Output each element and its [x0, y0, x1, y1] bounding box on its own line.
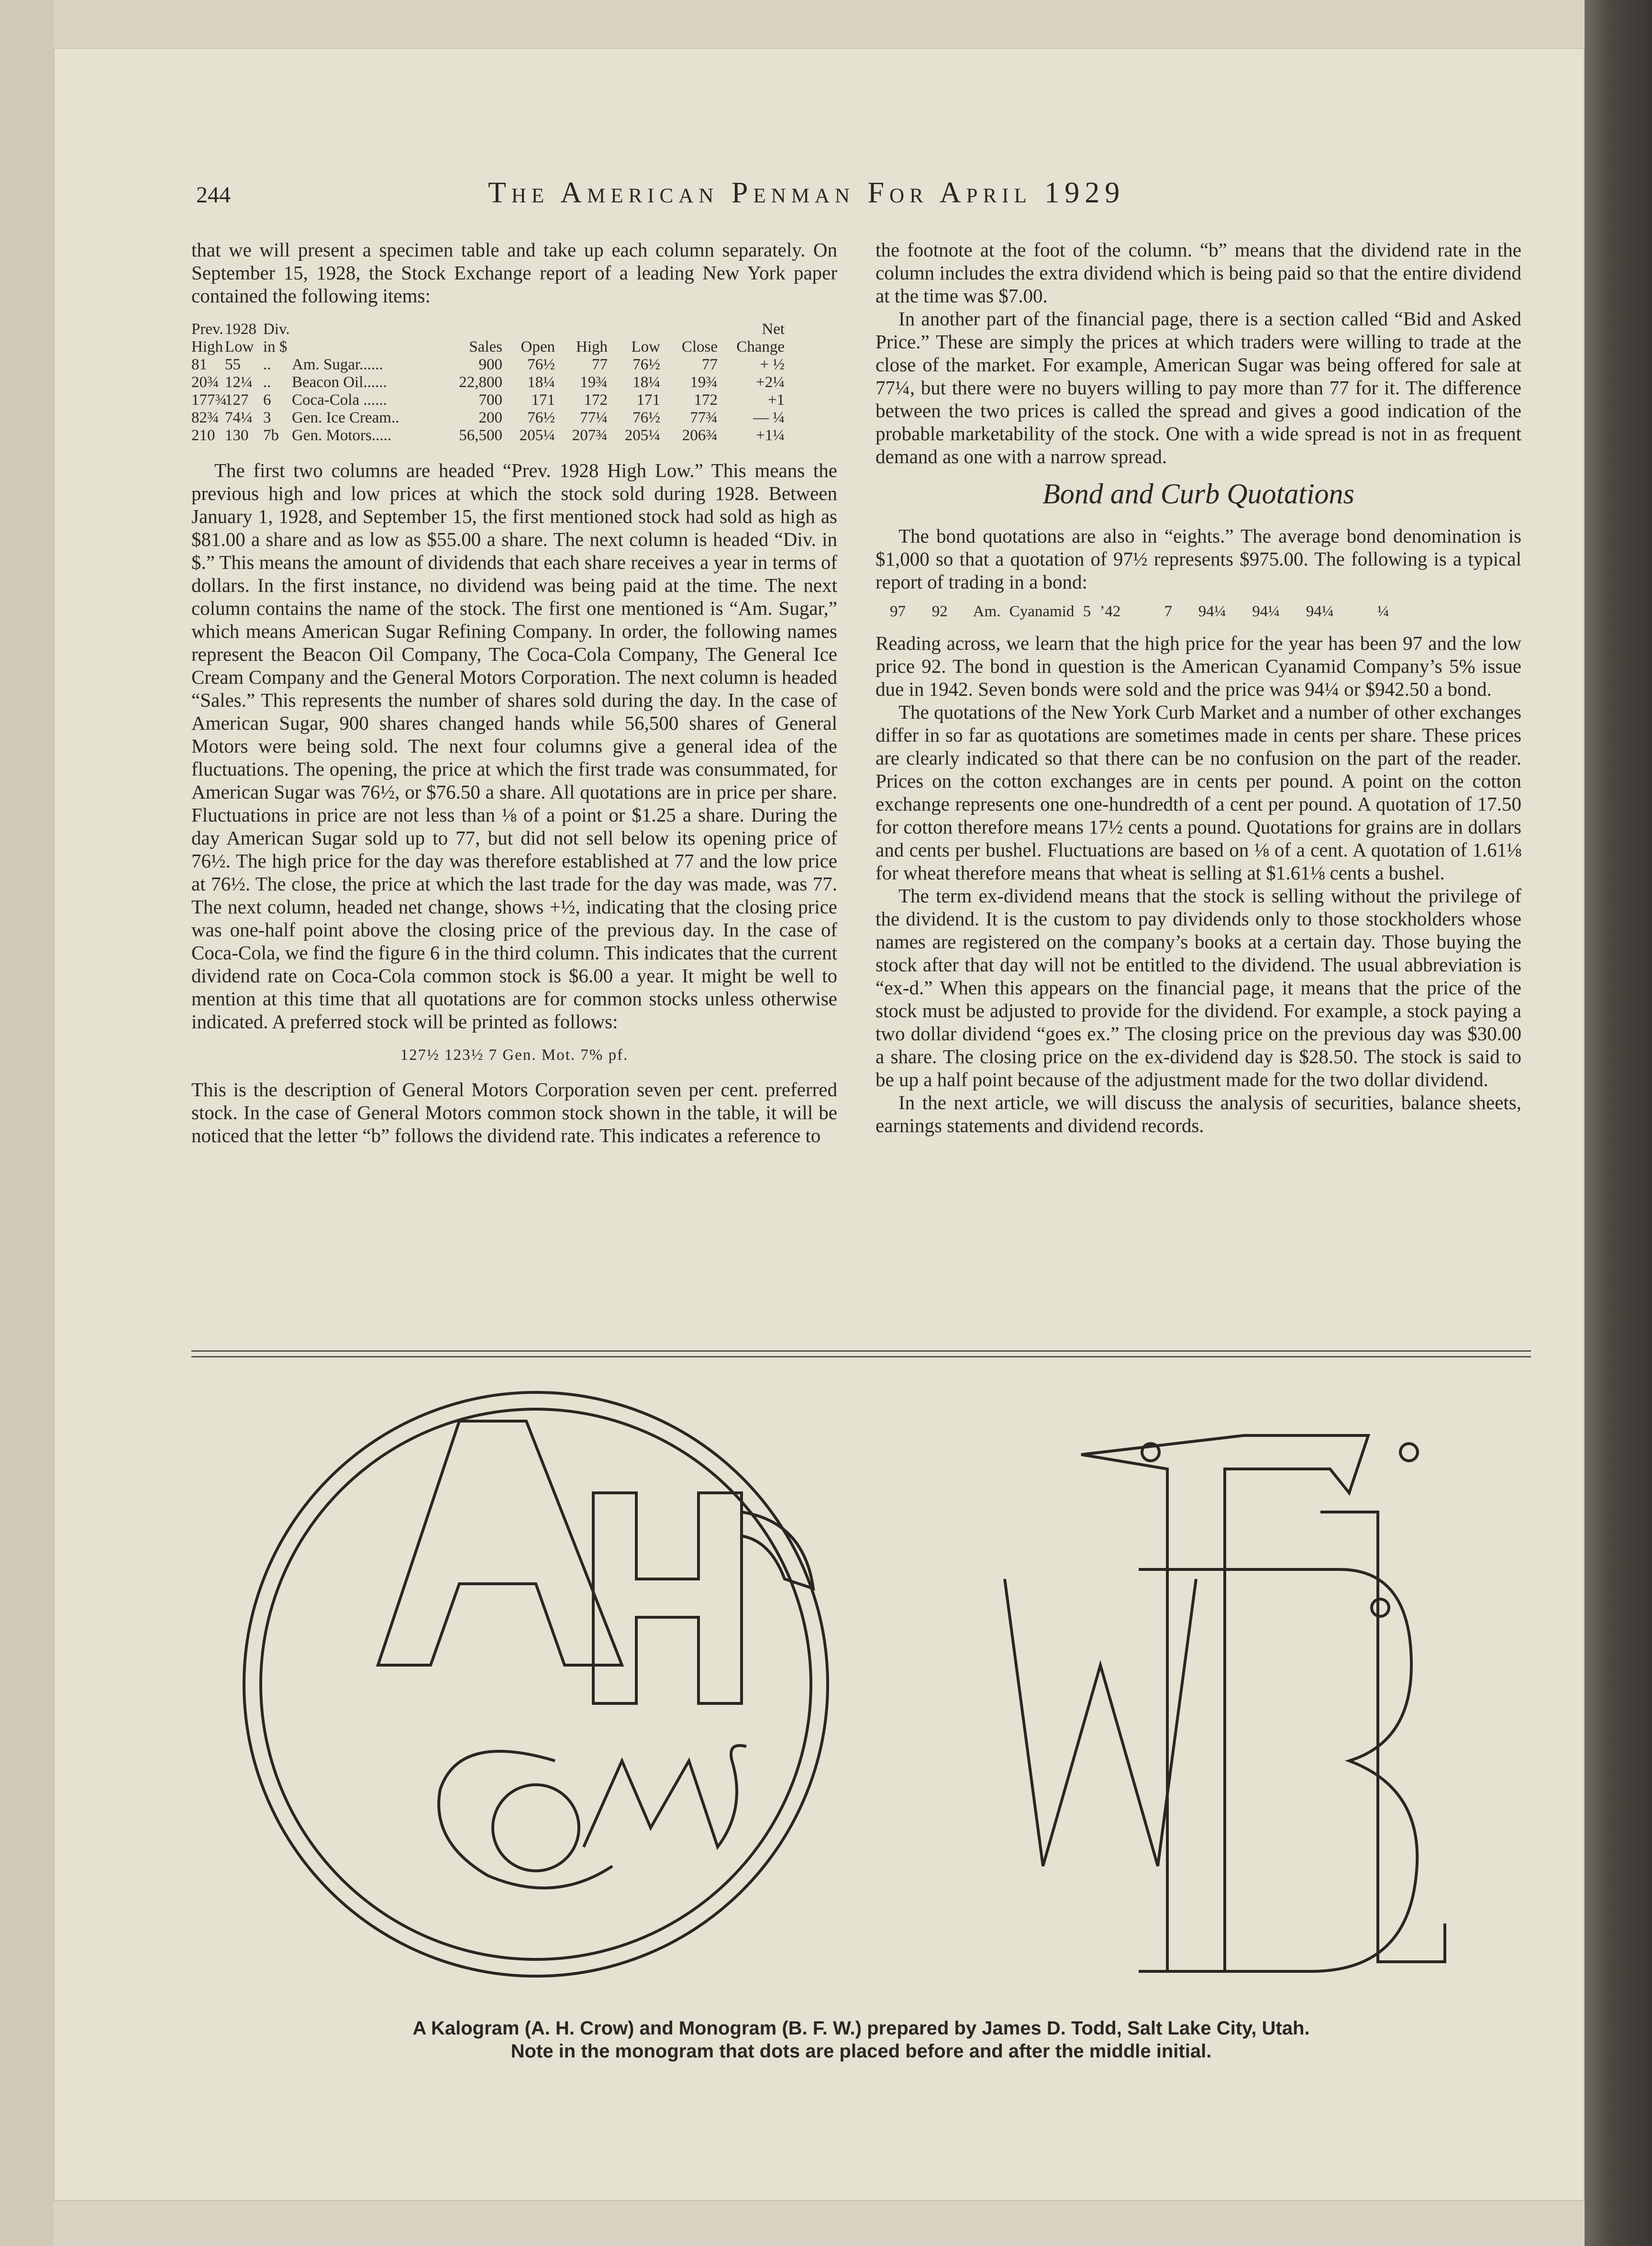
monogram-dot-after	[1400, 1444, 1418, 1461]
monogram-ring-accent	[1372, 1599, 1389, 1616]
stock-table-cell: Coca-Cola ......	[292, 391, 387, 409]
stock-table-cell: 127	[225, 391, 249, 409]
stock-table-cell: ..	[263, 374, 271, 391]
stock-table-cell: Low	[631, 338, 660, 356]
right-column	[876, 238, 1521, 1137]
stock-table-cell: +1	[767, 391, 785, 409]
stock-table-cell: Gen. Ice Cream..	[292, 409, 399, 426]
left-paragraph-3: This is the description of General Motors Corporation seven per cent. preferred stock. In the case of General Motors common stock shown in the table, it will be noticed that the letter “b” follows the dividend rate. This indicates a reference to	[191, 1079, 837, 1146]
stock-table-cell: in $	[263, 338, 288, 356]
stock-table-cell: Close	[681, 338, 718, 356]
right-paragraph-4: Reading across, we learn that the high price for the year has been 97 and the low price 92. The bond in question is the American Cyanamid Company’s 5% issue due in 1942. Seven bonds were sold and the price was 94¼ or $942.50 a bond.	[876, 632, 1521, 700]
stock-table-cell: 205¼	[519, 427, 555, 444]
stock-table-row	[191, 356, 837, 374]
stock-table-cell: 81	[191, 356, 207, 373]
stock-table-cell: Div.	[263, 321, 290, 338]
stock-table-cell: 56,500	[459, 427, 502, 444]
book-spine-edge	[1585, 0, 1652, 2246]
preferred-stock-line: 127½ 123½ 7 Gen. Mot. 7% pf.	[400, 1046, 629, 1064]
stock-table-cell: Beacon Oil......	[292, 374, 387, 391]
monogram	[1005, 1435, 1445, 1971]
stock-table-cell: 700	[478, 391, 502, 409]
stock-table-cell: 76½	[527, 409, 555, 426]
stock-table-cell: 19¾	[690, 374, 718, 391]
stock-table-cell: 77	[592, 356, 608, 373]
stock-table-cell: 172	[584, 391, 608, 409]
stock-table-cell	[292, 321, 435, 338]
stock-table-cell: +2¼	[756, 374, 785, 391]
stock-table-cell: High	[191, 338, 223, 356]
page-number: 244	[196, 182, 231, 208]
divider-rule-bottom	[191, 1356, 1531, 1357]
stock-table-cell: Am. Sugar......	[292, 356, 383, 373]
stock-table-cell: 76½	[632, 356, 660, 373]
stock-table-cell: 177¾	[191, 391, 227, 409]
stock-table-header	[191, 321, 837, 338]
stock-table-cell: Prev.	[191, 321, 223, 338]
stock-table-cell: 18¼	[632, 374, 660, 391]
monogram-illustration	[191, 1368, 1531, 2005]
stock-table-cell: 74¼	[225, 409, 253, 426]
stock-table-cell: Low	[225, 338, 254, 356]
caption-line-1: A Kalogram (A. H. Crow) and Monogram (B. F. W.) prepared by James D. Todd, Salt Lake City, Utah.	[412, 2018, 1310, 2039]
stock-table-cell	[660, 321, 718, 338]
kalogram-letter-o	[493, 1785, 579, 1871]
stock-table-cell: 55	[225, 356, 241, 373]
stock-table-cell: Gen. Motors.....	[292, 427, 392, 444]
stock-table-row	[191, 391, 837, 409]
stock-table-cell: 18¼	[527, 374, 555, 391]
stock-table-row	[191, 409, 837, 427]
stock-table	[191, 321, 837, 445]
left-paragraph-2: The first two columns are headed “Prev. 1928 High Low.” This means the previous high and low prices at which the stock sold during 1928. Between January 1, 1928, and September 15, the first mentioned stock had sold as high as $81.00 a share and as low as $55.00 a share. The next column is headed “Div. in $.” This means the amount of dividends that each share receives a year in terms of dollars. In the first instance, no dividend was being paid at the time. The next column contains the name of the stock. The first one mentioned is “Am. Sugar,” which means American Sugar Refining Company. In order, the following names represent the Beacon Oil Company, The Coca-Cola Company, The General Ice Cream Company and the General Motors Corporation. The next column is headed “Sales.” This represents the number of shares sold during the day. In the case of American Sugar, 900 shares changed hands while 56,500 shares of General Motors were being sold. The next four columns give a general idea of the fluctuations. The opening, the price at which the first trade was consummated, for American Sugar was 76½, or $76.50 a share. All quotations are in price per share. Fluctuations in price are not less than ⅛ of a point or $1.25 a share. During the day American Sugar sold up to 77, but did not sell below its opening price of 76½. The high price for the day was therefore established at 77 and the low price at 76½. The close, the price at which the last trade for the day was made, was 77. The next column, headed net change, shows +½, indicating that the closing price was one-half point above the closing price of the previous day. In the case of Coca-Cola, we find the figure 6 in the third column. This indicates that the current dividend rate on Coca-Cola common stock is $6.00 a year. It might be well to mention at this time that all quotations are for common stocks unless otherwise indicated. A preferred stock will be printed as follows:	[191, 459, 837, 1033]
stock-table-cell: 171	[636, 391, 660, 409]
right-paragraph-7: In the next article, we will discuss the analysis of securities, balance sheets, earnings statements and dividend records.	[876, 1091, 1521, 1136]
stock-table-cell: 7b	[263, 427, 279, 444]
stock-table-cell: 6	[263, 391, 271, 409]
stock-table-cell: 130	[225, 427, 249, 444]
scan-margin-left	[0, 0, 54, 2246]
kalogram-letter-w	[584, 1746, 746, 1847]
stock-table-cell: 3	[263, 409, 271, 426]
stock-table-cell: 77¼	[580, 409, 608, 426]
kalogram-letter-h	[593, 1493, 742, 1703]
stock-table-cell	[502, 321, 555, 338]
stock-table-cell: 900	[478, 356, 502, 373]
stock-table-cell: 76½	[527, 356, 555, 373]
stock-table-row	[191, 427, 837, 445]
right-paragraph-1: the footnote at the foot of the column. “b” means that the dividend rate in the column includes the extra dividend which is being paid so that the entire dividend at the time was $7.00.	[876, 239, 1521, 307]
caption-line-2: Note in the monogram that dots are placed before and after the middle initial.	[510, 2041, 1212, 2062]
stock-table-cell: 210	[191, 427, 215, 444]
right-paragraph-2: In another part of the financial page, there is a section called “Bid and Asked Price.” These are simply the prices at which traders were willing to trade at the close of the market. For example, American Sugar was being offered for sale at 77¼, but there were no buyers willing to pay more than 77 for it. The difference between the two prices is called the spread and gives a good indication of the probable marketability of the stock. One with a wide spread is not in as frequent demand as one with a narrow spread.	[876, 308, 1521, 467]
stock-table-cell: 76½	[632, 409, 660, 426]
kalogram-letter-a	[378, 1421, 622, 1665]
stock-table-cell: ..	[263, 356, 271, 373]
stock-table-cell: 171	[531, 391, 555, 409]
stock-table-cell: High	[576, 338, 608, 356]
right-paragraph-3: The bond quotations are also in “eights.” The average bond denomination is $1,000 so that a quotation of 97½ represents $975.00. The following is a typical report of trading in a bond:	[876, 525, 1521, 593]
stock-table-cell: 19¾	[580, 374, 608, 391]
stock-table-cell	[435, 321, 502, 338]
stock-table-cell: 205¼	[624, 427, 660, 444]
monogram-letter-b	[1139, 1569, 1417, 1971]
stock-table-cell: Sales	[469, 338, 502, 356]
stock-table-cell: + ½	[760, 356, 785, 373]
stock-table-row	[191, 374, 837, 391]
stock-table-cell: 12¼	[225, 374, 253, 391]
stock-table-cell	[555, 321, 608, 338]
stock-table-cell: Open	[521, 338, 555, 356]
stock-table-cell: 77	[702, 356, 718, 373]
bond-quote-line: 97 92 Am. Cyanamid 5 ’42 7 94¼ 94¼ 94¼ ¼	[890, 603, 1389, 620]
left-column	[191, 238, 837, 1147]
section-heading: Bond and Curb Quotations	[1042, 478, 1354, 510]
stock-table-cell: 206¾	[682, 427, 718, 444]
stock-table-cell: 20¾	[191, 374, 219, 391]
monogram-letter-i	[1320, 1512, 1445, 1962]
right-paragraph-5: The quotations of the New York Curb Market and a number of other exchanges differ in so far as quotations are sometimes made in cents per share. These prices are clearly indicated so that there can be no confusion on the part of the reader. Prices on the cotton exchanges are in cents per pound. A point on the cotton exchange represents one one-hundredth of a cent per pound. A quotation of 17.50 for cotton therefore means 17½ cents a pound. Quotations for grains are in dollars and cents per bushel. Fluctuations are based on ⅛ of a cent. A quotation of 1.61⅛ for wheat therefore means that wheat is selling at $1.61⅛ cents a bushel.	[876, 701, 1521, 884]
divider-rule-top	[191, 1350, 1531, 1352]
left-paragraph-1: that we will present a specimen table and take up each column separately. On September 15, 1928, the Stock Exchange report of a leading New York paper contained the following items:	[191, 239, 837, 307]
stock-table-cell: 200	[478, 409, 502, 426]
right-paragraph-6: The term ex-dividend means that the stock is selling without the privilege of the dividend. It is the custom to pay dividends only to those stockholders whose names are registered on the company’s books at a certain day. Those buying the stock after that day will not be entitled to the dividend. The usual abbreviation is “ex-d.” When this appears on the financial page, it means that the price of the stock must be adjusted to provide for the dividend. For example, a stock paying a two dollar dividend “goes ex.” The closing price on the previous day was $30.00 a share. The closing price on the ex-dividend day is $28.50. The stock is said to be up a half point because of the adjustment made for the two dollar dividend.	[876, 885, 1521, 1090]
stock-table-cell: Net	[762, 321, 785, 338]
stock-table-cell: 172	[694, 391, 718, 409]
figure-caption	[191, 2017, 1531, 2063]
stock-table-cell: — ¼	[753, 409, 785, 426]
kalogram-letter-c	[439, 1751, 612, 1888]
kalogram	[244, 1392, 828, 1976]
stock-table-cell: 1928	[225, 321, 256, 338]
stock-table-cell: Change	[736, 338, 785, 356]
running-head: The American Penman For April 1929	[488, 177, 1125, 209]
stock-table-cell	[608, 321, 660, 338]
stock-table-cell	[292, 338, 435, 356]
stock-table-header	[191, 338, 837, 356]
stock-table-cell: 22,800	[459, 374, 502, 391]
monogram-letter-f	[1081, 1435, 1368, 1971]
stock-table-cell: +1¼	[756, 427, 785, 444]
stock-table-cell: 77¾	[690, 409, 718, 426]
stock-table-cell: 82¾	[191, 409, 219, 426]
stock-table-cell: 207¾	[572, 427, 608, 444]
